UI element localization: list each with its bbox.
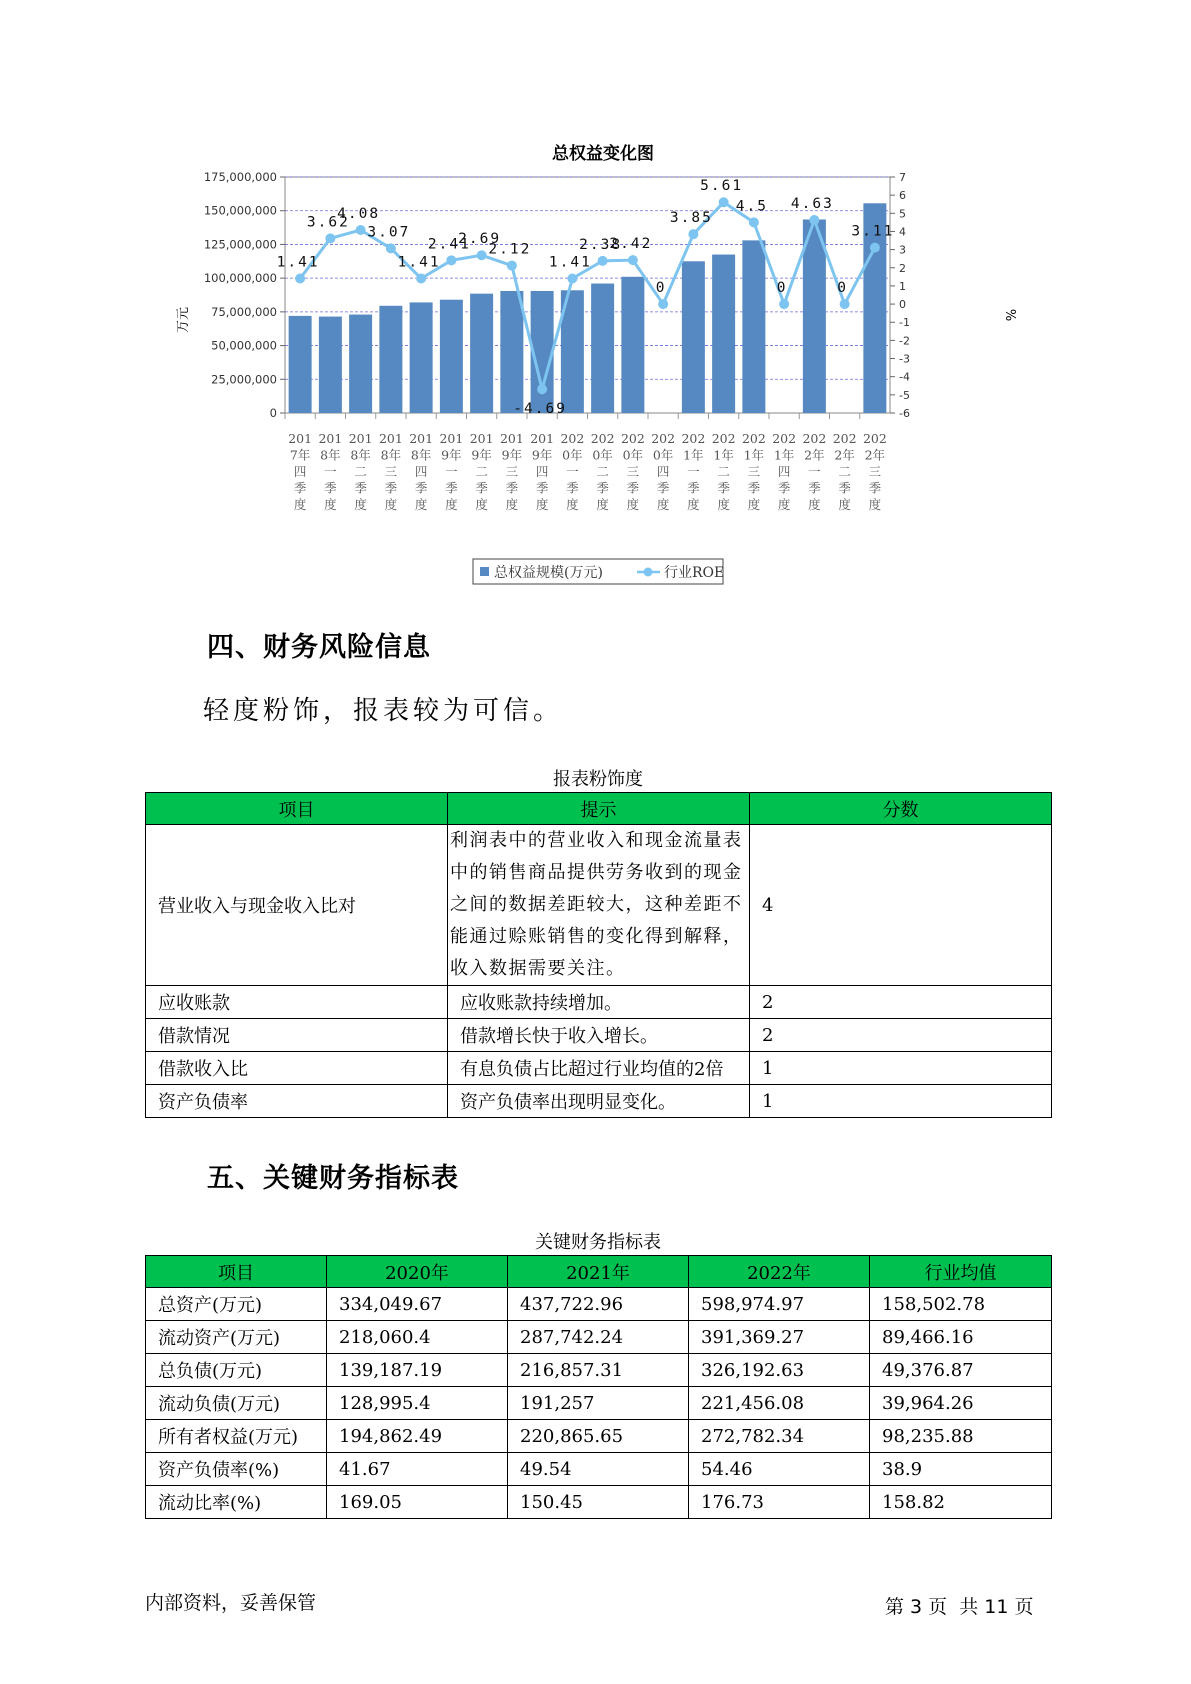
metric-2021: 216,857.31 (508, 1354, 689, 1387)
metric-name: 资产负债率(%) (146, 1453, 327, 1486)
row-score: 4 (750, 825, 1052, 986)
roe-data-label: 4.63 (790, 196, 834, 213)
right-tick-label: -2 (899, 334, 910, 348)
x-tick-label: 度 (324, 497, 337, 512)
x-tick-label: 202 (651, 431, 676, 446)
x-tick-label: 9年 (531, 447, 553, 463)
metric-2022: 391,369.27 (689, 1321, 870, 1354)
x-tick-label: 一 (324, 464, 337, 479)
metric-2022: 176.73 (689, 1486, 870, 1519)
roe-data-label: 1.41 (397, 254, 441, 271)
x-tick-label: 季 (808, 480, 821, 496)
right-tick-label: -3 (899, 352, 910, 366)
roe-data-label: -4.69 (513, 401, 567, 418)
row-hint: 资产负债率出现明显变化。 (448, 1085, 750, 1118)
metric-2021: 191,257 (508, 1387, 689, 1420)
x-tick-label: 1年 (713, 447, 734, 463)
metric-2020: 194,862.49 (327, 1420, 508, 1453)
x-tick-label: 201 (348, 431, 373, 446)
roe-data-label: 4.5 (735, 198, 768, 215)
row-hint: 利润表中的营业收入和现金流量表中的销售商品提供劳务收到的现金之间的数据差距较大，这种差距不能通过赊账销售的变化得到解释，收入数据需要关注。 (448, 825, 750, 986)
x-tick-label: 0年 (622, 447, 644, 463)
risk-summary: 轻度粉饰，报表较为可信。 (203, 696, 564, 726)
roe-point (658, 299, 668, 309)
metric-2022: 54.46 (689, 1453, 870, 1486)
x-tick-label: 三 (868, 464, 882, 479)
x-tick-label: 四 (535, 464, 549, 479)
x-tick-label: 202 (862, 431, 887, 446)
equity-bar (440, 300, 463, 413)
metric-2022: 221,456.08 (689, 1387, 870, 1420)
x-tick-label: 0年 (652, 447, 674, 463)
metric-2022: 272,782.34 (689, 1420, 870, 1453)
x-tick-label: 二 (596, 464, 609, 479)
x-tick-label: 四 (777, 464, 791, 479)
roe-data-label: 4.08 (337, 206, 381, 223)
x-tick-label: 季 (777, 480, 791, 496)
equity-bar (470, 294, 493, 413)
roe-point (779, 299, 789, 309)
metric-name: 流动负债(万元) (146, 1387, 327, 1420)
roe-point (416, 273, 426, 283)
metric-industry-avg: 38.9 (870, 1453, 1052, 1486)
header-score: 分数 (750, 793, 1052, 825)
metric-name: 总资产(万元) (146, 1288, 327, 1321)
row-score: 1 (750, 1052, 1052, 1085)
left-tick-label: 100,000,000 (203, 271, 277, 286)
x-tick-label: 2年 (834, 447, 855, 463)
x-tick-label: 0年 (592, 447, 613, 463)
roe-point (719, 197, 729, 207)
equity-bar (410, 302, 433, 413)
x-tick-label: 度 (566, 497, 579, 512)
row-hint: 有息负债占比超过行业均值的2倍 (448, 1052, 750, 1085)
roe-point (567, 273, 577, 283)
table-row (146, 1486, 1052, 1519)
x-tick-label: 三 (626, 464, 640, 479)
header-2022: 2022年 (689, 1256, 870, 1288)
x-tick-label: 三 (505, 464, 519, 479)
roe-point (749, 217, 759, 227)
roe-data-label: 0 (776, 280, 788, 297)
metric-name: 总负债(万元) (146, 1354, 327, 1387)
right-tick-label: 4 (899, 225, 906, 239)
metric-2022: 598,974.97 (689, 1288, 870, 1321)
left-tick-label: 25,000,000 (211, 372, 277, 387)
x-tick-label: 9年 (471, 447, 492, 463)
x-tick-label: 度 (505, 497, 519, 512)
metric-2021: 437,722.96 (508, 1288, 689, 1321)
x-tick-label: 四 (293, 464, 307, 479)
x-tick-label: 202 (590, 431, 615, 446)
right-tick-label: 2 (899, 261, 906, 275)
roe-data-label: 0 (837, 280, 848, 297)
footer-page-number: 第 3 页 共 11 页 (885, 1596, 1034, 1618)
x-tick-label: 度 (445, 497, 458, 512)
row-score: 2 (750, 986, 1052, 1019)
left-tick-label: 150,000,000 (203, 203, 277, 218)
row-hint: 借款增长快于收入增长。 (448, 1019, 750, 1052)
roe-point (809, 215, 819, 225)
table-row (146, 1288, 1052, 1321)
equity-bar (349, 315, 372, 413)
roe-data-label: 3.07 (367, 224, 411, 241)
x-tick-label: 季 (656, 480, 670, 496)
x-tick-label: 201 (409, 431, 434, 446)
header-hint: 提示 (448, 793, 750, 825)
header-industry-avg: 行业均值 (870, 1256, 1052, 1288)
x-tick-label: 度 (687, 497, 700, 512)
equity-bar (500, 291, 523, 413)
x-tick-label: 202 (711, 431, 736, 446)
table-row (146, 1321, 1052, 1354)
roe-data-label: 2.42 (609, 236, 653, 253)
right-tick-label: -1 (899, 316, 910, 330)
roe-data-label: 2.38 (579, 236, 623, 253)
metric-2020: 41.67 (327, 1453, 508, 1486)
row-item: 营业收入与现金收入比对 (146, 825, 448, 986)
metric-industry-avg: 158.82 (870, 1486, 1052, 1519)
roe-data-label: 3.11 (851, 223, 895, 240)
x-tick-label: 季 (868, 480, 882, 496)
left-tick-label: 125,000,000 (203, 237, 277, 252)
header-item: 项目 (146, 793, 448, 825)
table-row (146, 1052, 1052, 1085)
x-tick-label: 二 (717, 464, 730, 479)
metric-2021: 220,865.65 (508, 1420, 689, 1453)
equity-bar (379, 306, 402, 413)
equity-bar (803, 219, 826, 413)
left-tick-label: 50,000,000 (211, 338, 277, 353)
key-metrics-table (145, 1255, 1052, 1519)
x-tick-label: 季 (324, 480, 337, 496)
x-tick-label: 202 (772, 431, 797, 446)
x-tick-label: 季 (626, 480, 640, 496)
right-tick-label: 1 (899, 279, 906, 293)
roe-data-label: 1.41 (276, 254, 320, 271)
x-tick-label: 季 (445, 480, 458, 496)
x-tick-label: 度 (868, 497, 882, 512)
x-tick-label: 一 (808, 464, 821, 479)
equity-bar (712, 255, 735, 413)
table-row (146, 825, 1052, 986)
header-2020: 2020年 (327, 1256, 508, 1288)
left-tick-label: 75,000,000 (211, 304, 277, 319)
whitewash-table-caption: 报表粉饰度 (553, 769, 643, 790)
x-tick-label: 季 (596, 480, 609, 496)
table-row (146, 1085, 1052, 1118)
x-tick-label: 四 (414, 464, 428, 479)
x-tick-label: 季 (354, 480, 367, 496)
table-header-row (146, 793, 1052, 825)
metric-2021: 49.54 (508, 1453, 689, 1486)
x-tick-label: 7年 (289, 447, 311, 463)
row-hint: 应收账款持续增加。 (448, 986, 750, 1019)
roe-point (598, 256, 608, 266)
legend-bar-swatch (480, 567, 489, 576)
metric-2020: 169.05 (327, 1486, 508, 1519)
x-tick-label: 0年 (562, 447, 583, 463)
x-tick-label: 201 (288, 431, 313, 446)
roe-data-label: 2.69 (458, 231, 502, 248)
chart-title: 总权益变化图 (552, 144, 654, 164)
x-tick-label: 季 (384, 480, 398, 496)
x-tick-label: 一 (566, 464, 579, 479)
roe-point (446, 255, 456, 265)
x-tick-label: 202 (620, 431, 645, 446)
x-tick-label: 二 (475, 464, 488, 479)
x-tick-label: 202 (832, 431, 857, 446)
metric-2022: 326,192.63 (689, 1354, 870, 1387)
x-tick-label: 二 (838, 464, 851, 479)
metric-industry-avg: 158,502.78 (870, 1288, 1052, 1321)
equity-bar (591, 284, 614, 413)
row-item: 资产负债率 (146, 1085, 448, 1118)
roe-data-label: 2.12 (488, 241, 532, 258)
roe-point (295, 273, 305, 283)
roe-point (386, 243, 396, 253)
x-tick-label: 季 (838, 480, 851, 496)
x-tick-label: 度 (384, 497, 398, 512)
x-tick-label: 201 (469, 431, 494, 446)
table-row (146, 1354, 1052, 1387)
metric-industry-avg: 49,376.87 (870, 1354, 1052, 1387)
x-tick-label: 度 (475, 497, 488, 512)
chart-legend (473, 559, 724, 584)
table-row (146, 1420, 1052, 1453)
x-tick-label: 季 (717, 480, 730, 496)
x-tick-label: 202 (681, 431, 706, 446)
table-header-row (146, 1256, 1052, 1288)
x-tick-label: 9年 (501, 447, 523, 463)
right-tick-label: 0 (899, 298, 906, 312)
roe-point (537, 384, 547, 394)
x-tick-label: 度 (414, 497, 428, 512)
x-tick-label: 季 (566, 480, 579, 496)
table-row (146, 1387, 1052, 1420)
section5-title: 五、关键财务指标表 (207, 1163, 459, 1194)
header-item: 项目 (146, 1256, 327, 1288)
row-score: 1 (750, 1085, 1052, 1118)
metric-industry-avg: 39,964.26 (870, 1387, 1052, 1420)
metric-2021: 150.45 (508, 1486, 689, 1519)
footer-confidential: 内部资料，妥善保管 (145, 1592, 317, 1614)
x-tick-label: 季 (505, 480, 519, 496)
x-tick-label: 度 (808, 497, 821, 512)
metric-2020: 128,995.4 (327, 1387, 508, 1420)
x-tick-label: 度 (656, 497, 670, 512)
x-tick-label: 度 (717, 497, 730, 512)
x-tick-label: 201 (499, 431, 524, 446)
left-axis-label: 万元 (176, 306, 191, 334)
x-tick-label: 三 (747, 464, 761, 479)
x-tick-label: 8年 (380, 447, 402, 463)
key-metrics-caption: 关键财务指标表 (535, 1232, 661, 1253)
metric-name: 流动比率(%) (146, 1486, 327, 1519)
x-tick-label: 一 (445, 464, 458, 479)
metric-2020: 139,187.19 (327, 1354, 508, 1387)
roe-point (477, 250, 487, 260)
right-tick-label: -5 (899, 388, 910, 402)
equity-bar (682, 261, 705, 413)
header-2021: 2021年 (508, 1256, 689, 1288)
table-row (146, 1453, 1052, 1486)
x-tick-label: 季 (414, 480, 428, 496)
x-tick-label: 度 (838, 497, 851, 512)
x-tick-label: 201 (318, 431, 343, 446)
right-axis-label: % (1002, 308, 1017, 322)
x-tick-label: 度 (596, 497, 609, 512)
x-tick-label: 202 (560, 431, 585, 446)
x-tick-label: 度 (293, 497, 307, 512)
roe-data-label: 5.61 (700, 178, 744, 195)
x-tick-label: 季 (535, 480, 549, 496)
x-tick-label: 季 (475, 480, 488, 496)
x-tick-label: 度 (747, 497, 761, 512)
x-tick-label: 1年 (683, 447, 704, 463)
equity-bar (319, 317, 342, 413)
roe-point (688, 229, 698, 239)
section4-title: 四、财务风险信息 (207, 632, 431, 663)
equity-bar (742, 240, 765, 413)
equity-bar (621, 277, 644, 413)
roe-data-label: 2.41 (427, 236, 471, 253)
row-item: 借款收入比 (146, 1052, 448, 1085)
row-item: 借款情况 (146, 1019, 448, 1052)
roe-data-label: 3.62 (306, 214, 350, 231)
metric-2020: 334,049.67 (327, 1288, 508, 1321)
x-tick-label: 9年 (441, 447, 462, 463)
x-tick-label: 一 (687, 464, 700, 479)
x-tick-label: 2年 (864, 447, 886, 463)
right-tick-label: 5 (899, 207, 906, 221)
legend-bar-label: 总权益规模(万元) (494, 565, 603, 581)
x-tick-label: 201 (530, 431, 555, 446)
roe-point (356, 225, 366, 235)
right-tick-label: -4 (899, 370, 910, 384)
left-tick-label: 175,000,000 (203, 170, 277, 184)
x-tick-label: 1年 (773, 447, 795, 463)
roe-data-label: 3.85 (669, 210, 713, 227)
legend-line-label: 行业ROE (664, 565, 725, 581)
x-tick-label: 8年 (320, 447, 341, 463)
right-tick-label: 3 (899, 243, 906, 257)
x-tick-label: 201 (439, 431, 464, 446)
right-tick-label: 6 (899, 189, 906, 203)
equity-bar (289, 316, 312, 413)
x-tick-label: 202 (802, 431, 827, 446)
metric-2020: 218,060.4 (327, 1321, 508, 1354)
x-tick-label: 8年 (350, 447, 371, 463)
whitewash-table (145, 792, 1052, 1118)
legend-line-marker (644, 568, 653, 577)
roe-point (325, 233, 335, 243)
x-tick-label: 度 (777, 497, 791, 512)
left-tick-label: 0 (269, 406, 277, 420)
x-tick-label: 202 (741, 431, 766, 446)
roe-point (628, 255, 638, 265)
table-row (146, 1019, 1052, 1052)
x-tick-label: 度 (354, 497, 367, 512)
x-tick-label: 2年 (804, 447, 825, 463)
row-item: 应收账款 (146, 986, 448, 1019)
row-score: 2 (750, 1019, 1052, 1052)
roe-point (507, 261, 517, 271)
roe-data-label: 1.41 (548, 254, 592, 271)
x-tick-label: 201 (378, 431, 403, 446)
metric-name: 所有者权益(万元) (146, 1420, 327, 1453)
metric-industry-avg: 89,466.16 (870, 1321, 1052, 1354)
x-tick-label: 二 (354, 464, 367, 479)
x-tick-label: 四 (656, 464, 670, 479)
x-tick-label: 8年 (410, 447, 432, 463)
x-tick-label: 季 (687, 480, 700, 496)
x-tick-label: 度 (626, 497, 640, 512)
x-tick-label: 度 (535, 497, 549, 512)
roe-point (840, 299, 850, 309)
table-row (146, 986, 1052, 1019)
metric-name: 流动资产(万元) (146, 1321, 327, 1354)
right-tick-label: -6 (899, 407, 910, 420)
x-tick-label: 三 (384, 464, 398, 479)
roe-point (870, 243, 880, 253)
right-tick-label: 7 (899, 171, 906, 184)
x-tick-label: 季 (747, 480, 761, 496)
x-tick-label: 1年 (743, 447, 765, 463)
equity-change-chart (150, 135, 1030, 585)
roe-data-label: 0 (655, 280, 667, 297)
metric-industry-avg: 98,235.88 (870, 1420, 1052, 1453)
metric-2021: 287,742.24 (508, 1321, 689, 1354)
x-tick-label: 季 (293, 480, 307, 496)
